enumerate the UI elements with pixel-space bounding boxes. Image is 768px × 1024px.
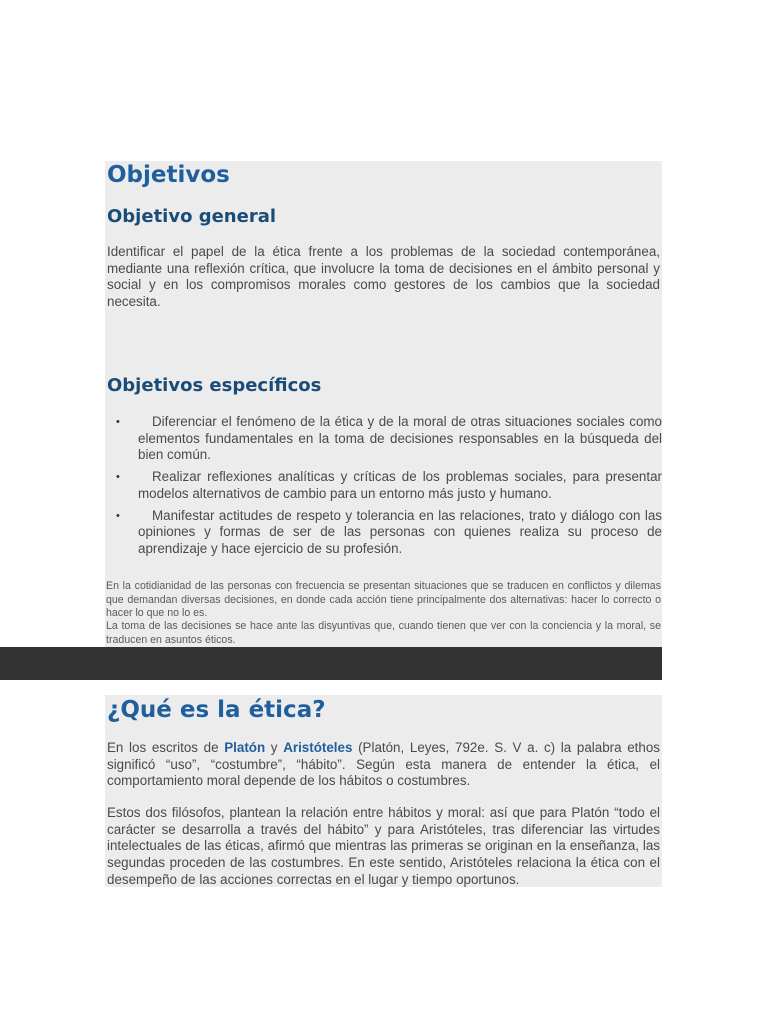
- aristotle-link[interactable]: Aristóteles: [283, 740, 353, 755]
- list-item: [105, 414, 662, 464]
- list-item: [105, 469, 662, 502]
- ethics-title: ¿Qué es la ética?: [107, 697, 326, 723]
- specific-objective-text: Diferenciar el fenómeno de la ética y de la moral de otras situaciones sociales como elementos fundamentales en la toma de decisiones responsables en la búsqueda del bien común.: [138, 414, 662, 463]
- bullet-icon: •: [116, 509, 120, 522]
- ethics-panel: [105, 695, 662, 887]
- specific-objective-text: Manifestar actitudes de respeto y tolerancia en las relaciones, trato y diálogo con las opiniones y formas de ser de las personas con quienes realiza su proceso de aprendizaje y hace ejercicio de su profesión.: [138, 507, 662, 556]
- ethics-paragraph-2: Estos dos filósofos, plantean la relación entre hábitos y moral: así que para Platón “todo el carácter se desarrolla a través del hábito” y para Aristóteles, tras diferenciar las virtudes intelectuales de las éticas, afirmó que mientras las primeras se originan en la enseñanza, las segundas proceden de las costumbres. En este sentido, Aristóteles relaciona la ética con el desempeño de las acciones correctas en el lugar y tiempo oportunos.: [107, 805, 660, 887]
- specific-objectives-heading: Objetivos específicos: [107, 375, 322, 396]
- section-divider-band: [0, 647, 662, 680]
- text-run: y: [265, 740, 284, 755]
- bullet-icon: •: [116, 416, 120, 428]
- general-objective-text: Identificar el papel de la ética frente a los problemas de la sociedad contemporánea, mediante una reflexión crítica, que involucre la toma de decisiones en el ámbito personal y social y en los compromisos morales como gestores de los cambios que la sociedad necesita.: [107, 244, 660, 310]
- objectives-panel: [105, 161, 662, 647]
- text-run: (Platón, Leyes, 792e. S. V a. c) la palabra ethos significó “uso”, “costumbre”, “hábito”. Según esta manera de entender la ética, el comportamiento moral depende de los hábitos o costumbres.: [107, 740, 660, 789]
- general-objective-heading: Objetivo general: [107, 206, 277, 227]
- list-item: [105, 508, 662, 558]
- text-run: En los escritos de: [107, 740, 225, 755]
- objectives-title: Objetivos: [107, 162, 230, 188]
- ethics-paragraph-1: [107, 740, 660, 790]
- bullet-icon: •: [116, 471, 120, 484]
- specific-objectives-list: [105, 414, 662, 563]
- plato-link[interactable]: Platón: [224, 740, 266, 755]
- specific-objective-text: Realizar reflexiones analíticas y críticas de los problemas sociales, para presentar modelos alternativos de cambio para un entorno más justo y humano.: [138, 469, 662, 501]
- intro-note-2: La toma de las decisiones se hace ante las disyuntivas que, cuando tienen que ver con la conciencia y la moral, se traducen en asuntos éticos.: [106, 620, 661, 646]
- intro-note-1: En la cotidianidad de las personas con frecuencia se presentan situaciones que se traducen en conflictos y dilemas que demandan diversas decisiones, en donde cada acción tiene principalmente dos alternativas: hacer lo correcto o hacer lo que no lo es.: [106, 580, 661, 619]
